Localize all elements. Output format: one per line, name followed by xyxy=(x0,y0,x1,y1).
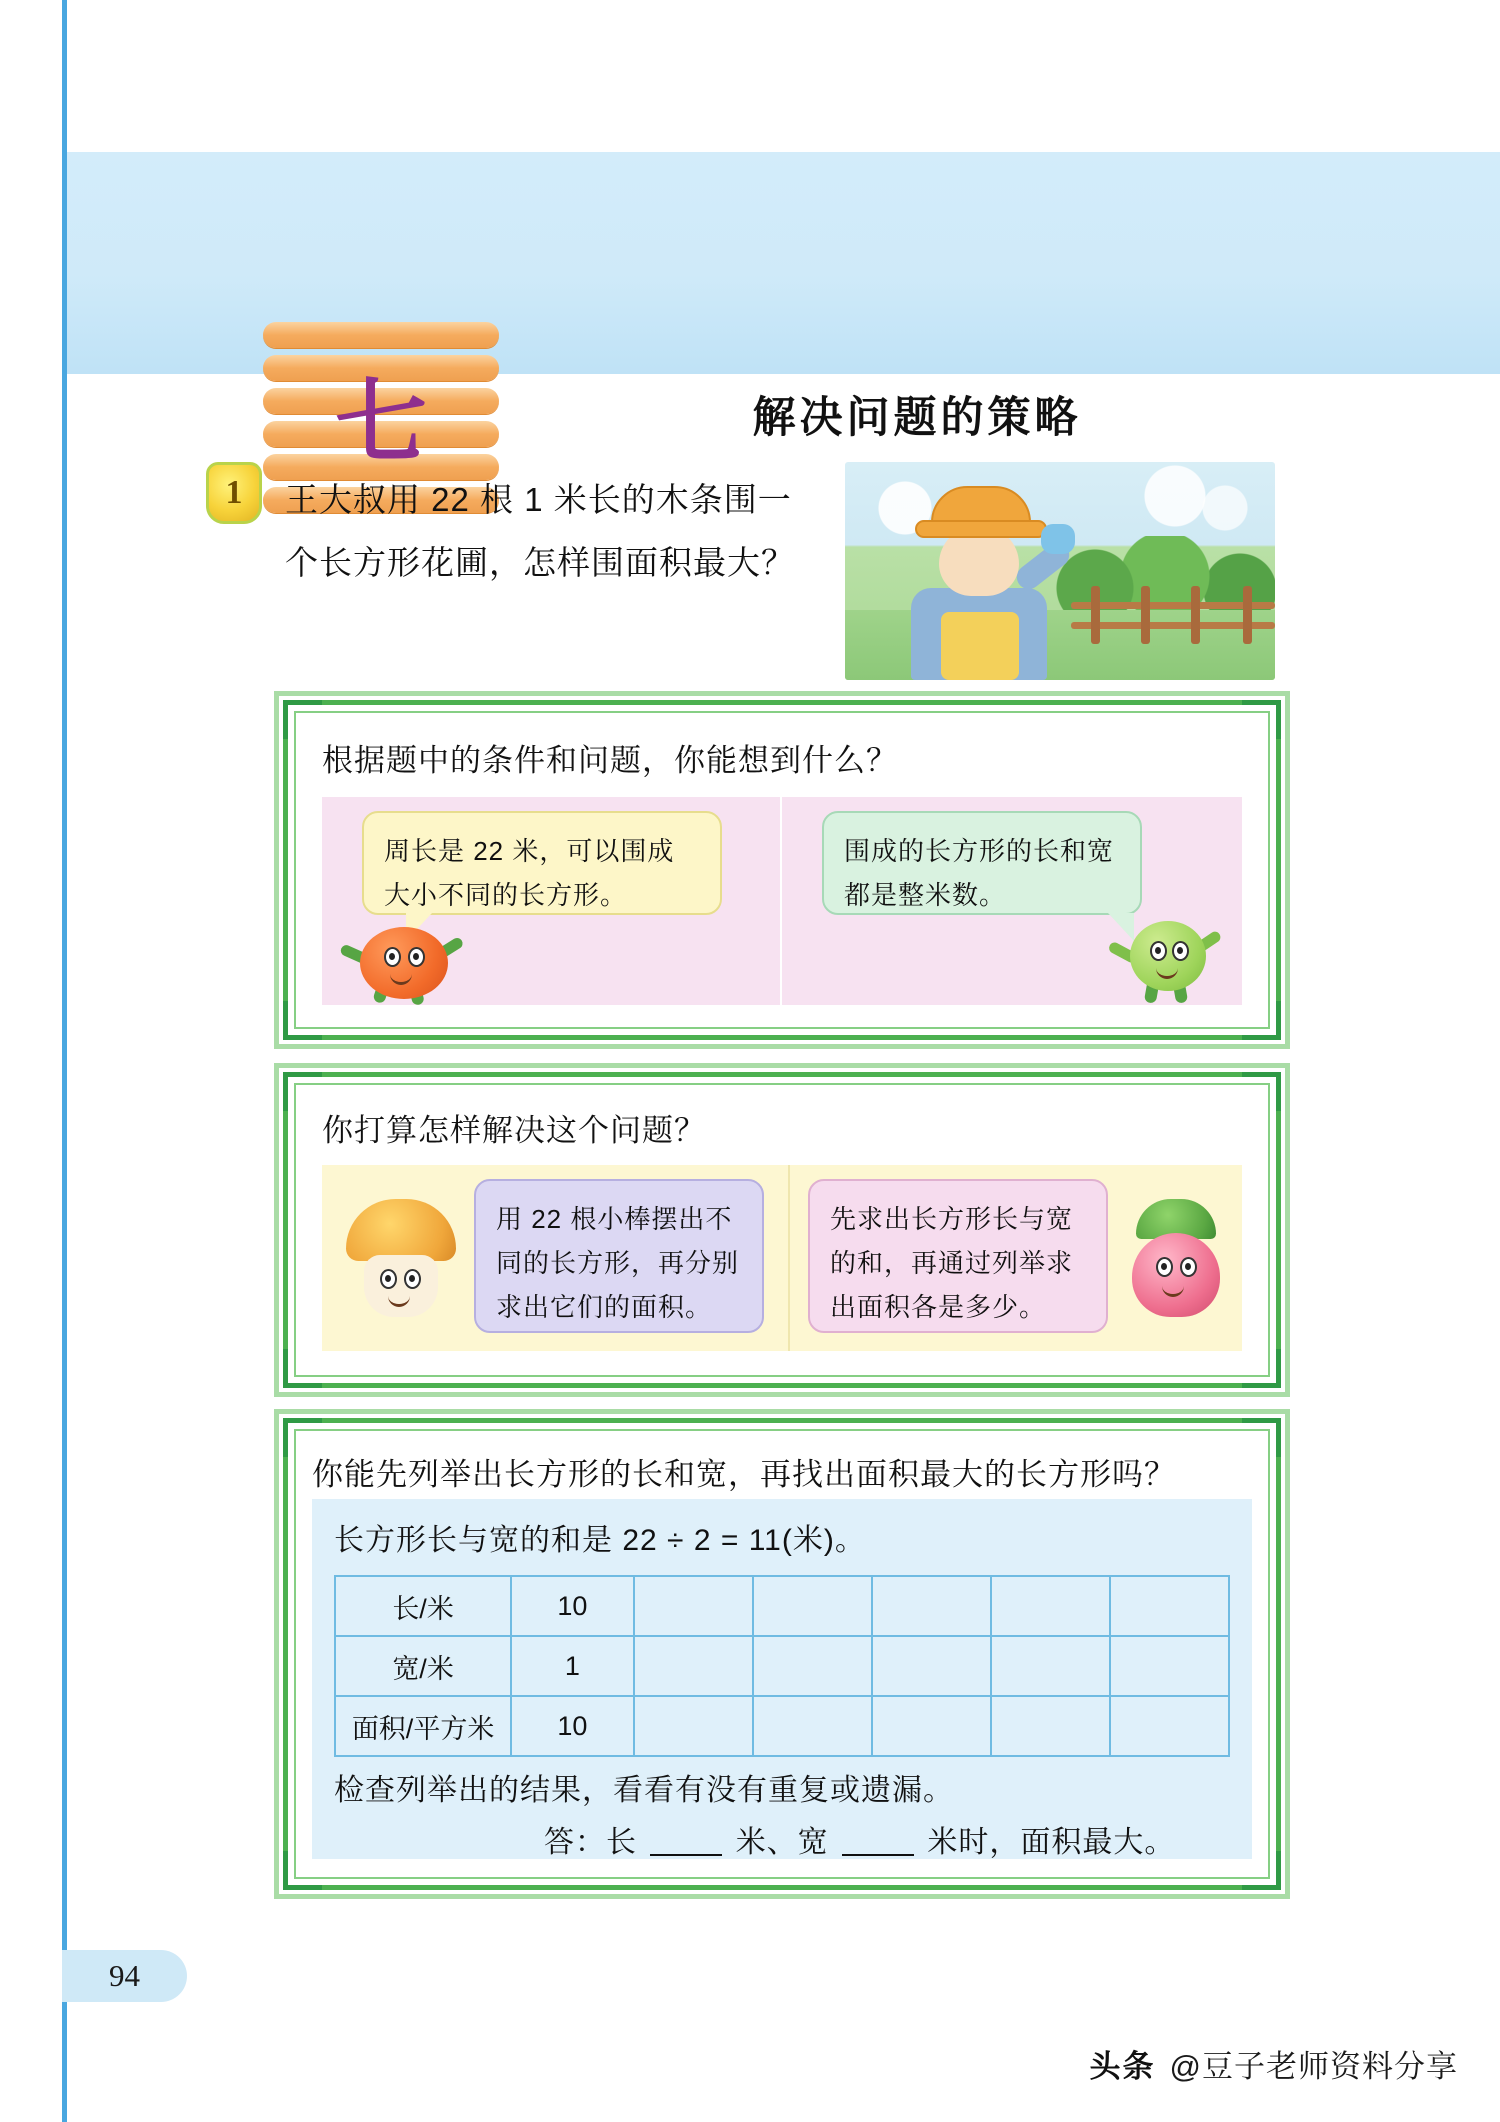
corner-decor xyxy=(1242,700,1281,739)
box1-bubble-panel xyxy=(322,797,1242,1005)
box2-bubble-panel xyxy=(322,1165,1242,1351)
speech-bubble-mushroom: 用 22 根小棒摆出不同的长方形，再分别求出它们的面积。 xyxy=(474,1179,764,1333)
row-header-length: 长/米 xyxy=(335,1576,511,1636)
cell-width-4[interactable] xyxy=(872,1636,991,1696)
cell-area-3[interactable] xyxy=(753,1696,872,1756)
corner-decor xyxy=(1242,1349,1281,1388)
character-eye xyxy=(384,947,401,967)
enumeration-box xyxy=(283,1418,1281,1890)
cell-width-5[interactable] xyxy=(991,1636,1110,1696)
character-eye xyxy=(408,947,425,967)
check-instruction: 检查列举出的结果，看看有没有重复或遗漏。 xyxy=(334,1774,954,1807)
cell-area-2[interactable] xyxy=(634,1696,753,1756)
cell-width-3[interactable] xyxy=(753,1636,872,1696)
enumeration-table xyxy=(334,1575,1230,1757)
farmer-with-fence-illustration xyxy=(845,462,1275,680)
chapter-bar-decor xyxy=(263,322,499,348)
table-row xyxy=(335,1696,1229,1756)
mushroom-cap xyxy=(346,1199,456,1261)
corner-decor xyxy=(283,1001,322,1040)
character-body xyxy=(1132,1233,1220,1317)
corner-decor xyxy=(1242,1001,1281,1040)
character-eye xyxy=(1180,1257,1197,1277)
chapter-banner xyxy=(67,152,1500,474)
mushroom-stem xyxy=(364,1255,438,1317)
thinking-box-strategy xyxy=(283,1072,1281,1388)
pepper-character xyxy=(1112,917,1222,1005)
watermark-logo: 头条 xyxy=(1089,2049,1156,2084)
problem-number-badge xyxy=(206,462,262,524)
page-number: 94 xyxy=(109,1958,140,1993)
panel-divider xyxy=(788,1165,790,1351)
character-eye xyxy=(1172,941,1189,961)
character-body xyxy=(1130,921,1206,991)
watermark-text: @豆子老师资料分享 xyxy=(1169,2049,1458,2084)
box2-prompt: 你打算怎样解决这个问题？ xyxy=(322,1113,706,1148)
character-eye xyxy=(380,1269,397,1289)
answer-line xyxy=(544,1817,1175,1861)
cell-length-6[interactable] xyxy=(1110,1576,1229,1636)
answer-prefix: 答：长 xyxy=(544,1826,637,1859)
chapter-number: 七 xyxy=(334,372,427,474)
table-row xyxy=(335,1576,1229,1636)
fence-post xyxy=(1191,586,1200,644)
answer-mid-2: 米时，面积最大。 xyxy=(927,1826,1176,1859)
fence-post xyxy=(1091,586,1100,644)
cell-width-1[interactable]: 1 xyxy=(511,1636,634,1696)
table-row xyxy=(335,1636,1229,1696)
cell-area-1[interactable]: 10 xyxy=(511,1696,634,1756)
box1-prompt: 根据题中的条件和问题，你能想到什么？ xyxy=(322,743,898,778)
speech-bubble-pepper: 围成的长方形的长和宽都是整米数。 xyxy=(822,811,1142,915)
cell-area-5[interactable] xyxy=(991,1696,1110,1756)
ground-decor xyxy=(845,610,1275,680)
page-number-container xyxy=(62,1950,187,2002)
thinking-box-conditions xyxy=(283,700,1281,1040)
mushroom-character xyxy=(338,1199,468,1329)
row-header-width: 宽/米 xyxy=(335,1636,511,1696)
answer-blank-width[interactable] xyxy=(842,1826,914,1856)
cell-length-1[interactable]: 10 xyxy=(511,1576,634,1636)
answer-blank-length[interactable] xyxy=(650,1826,722,1856)
cell-area-4[interactable] xyxy=(872,1696,991,1756)
fence-post xyxy=(1141,586,1150,644)
speech-bubble-radish: 先求出长方形长与宽的和，再通过列举求出面积各是多少。 xyxy=(808,1179,1108,1333)
character-eye xyxy=(1150,941,1167,961)
corner-decor xyxy=(283,1072,322,1111)
corner-decor xyxy=(283,1349,322,1388)
farmer-apron xyxy=(941,612,1019,680)
sum-formula-line: 长方形长与宽的和是 22 ÷ 2 = 11(米)。 xyxy=(334,1524,866,1557)
cell-length-4[interactable] xyxy=(872,1576,991,1636)
row-header-area: 面积/平方米 xyxy=(335,1696,511,1756)
cell-length-3[interactable] xyxy=(753,1576,872,1636)
problem-number: 1 xyxy=(225,474,243,511)
fence-post xyxy=(1243,586,1252,644)
problem-statement: 王大叔用 22 根 1 米长的木条围一个长方形花圃，怎样围面积最大？ xyxy=(285,481,795,581)
farmer-hat-brim xyxy=(915,520,1047,538)
cell-width-6[interactable] xyxy=(1110,1636,1229,1696)
speech-bubble-tomato: 周长是 22 米，可以围成大小不同的长方形。 xyxy=(362,811,722,915)
character-eye xyxy=(404,1269,421,1289)
cell-length-2[interactable] xyxy=(634,1576,753,1636)
corner-decor xyxy=(1242,1418,1281,1457)
corner-decor xyxy=(1242,1072,1281,1111)
character-body xyxy=(360,927,448,999)
enumeration-panel xyxy=(312,1499,1252,1859)
cell-length-5[interactable] xyxy=(991,1576,1110,1636)
answer-mid-1: 米、宽 xyxy=(735,1826,829,1859)
corner-decor xyxy=(283,700,322,739)
character-eye xyxy=(1156,1257,1173,1277)
farmer-glove xyxy=(1041,524,1075,554)
tomato-character xyxy=(346,921,464,1005)
box3-prompt: 你能先列举出长方形的长和宽，再找出面积最大的长方形吗？ xyxy=(312,1457,1176,1492)
cell-width-2[interactable] xyxy=(634,1636,753,1696)
watermark xyxy=(1090,2041,1458,2086)
radish-character xyxy=(1118,1205,1236,1329)
page-title: 解决问题的策略 xyxy=(752,394,1082,442)
cell-area-6[interactable] xyxy=(1110,1696,1229,1756)
panel-divider xyxy=(780,797,782,1005)
